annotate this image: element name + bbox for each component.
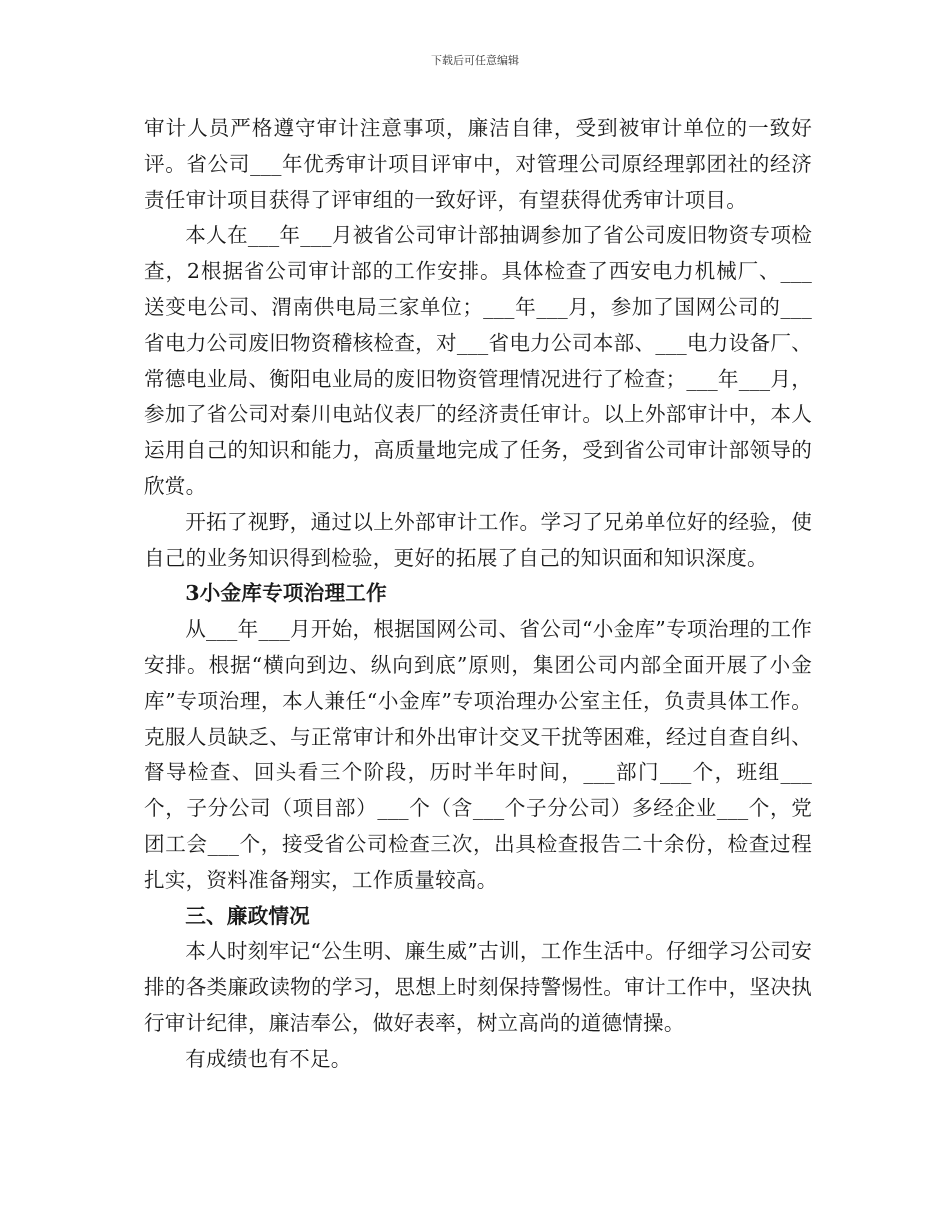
paragraph-broadened-horizon: 开拓了视野，通过以上外部审计工作。学习了兄弟单位好的经验，使自己的业务知识得到检验，更好的拓展了自己的知识面和知识深度。 — [144, 509, 812, 570]
page-header: 下载后可任意编辑 — [431, 54, 519, 67]
section-heading-integrity: 三、廉政情况 — [185, 903, 310, 928]
section-heading-slush-fund: 3小金库专项治理工作 — [185, 581, 387, 606]
paragraph-external-audit: 本人在___年___月被省公司审计部抽调参加了省公司废旧物资专项检查，2根据省公司审计部的工作安排。具体检查了西安电力机械厂、___送变电公司、渭南供电局三家单位；___年___月，参加了国网公司的___省电力公司废旧物资稽核检查，对___省电力公司本部、___电力设备厂、常德电业局、衡阳电业局的废旧物资管理情况进行了检查；___年___月，参加了省公司对秦川电站仪表厂的经济责任审计。以上外部审计中，本人运用自己的知识和能力，高质量地完成了任务，受到省公司审计部领导的欣赏。 — [144, 223, 812, 498]
paragraph-integrity: 本人时刻牢记“公生明、廉生威”古训，工作生活中。仔细学习公司安排的各类廉政读物的学习，思想上时刻保持警惕性。审计工作中，坚决执行审计纪律，廉洁奉公，做好表率，树立高尚的道德情操。 — [144, 939, 812, 1035]
document-body — [144, 111, 812, 1078]
paragraph-shortcomings: 有成绩也有不足。 — [185, 1046, 352, 1071]
paragraph-slush-fund-work: 从___年___月开始，根据国网公司、省公司“小金库”专项治理的工作安排。根据“横向到边、纵向到底”原则，集团公司内部全面开展了小金库”专项治理，本人兼任“小金库”专项治理办公室主任，负责具体工作。克服人员缺乏、与正常审计和外出审计交叉干扰等困难，经过自查自纠、督导检查、回头看三个阶段，历时半年时间，___部门___个，班组___个，子分公司（项目部）___个（含___个子分公司）多经企业___个，党团工会___个，接受省公司检查三次，出具检查报告二十余份，检查过程扎实，资料准备翔实，工作质量较高。 — [144, 617, 812, 892]
paragraph-audit-conduct: 审计人员严格遵守审计注意事项，廉洁自律，受到被审计单位的一致好评。省公司___年优秀审计项目评审中，对管理公司原经理郭团社的经济责任审计项目获得了评审组的一致好评，有望获得优秀审计项目。 — [144, 116, 812, 212]
